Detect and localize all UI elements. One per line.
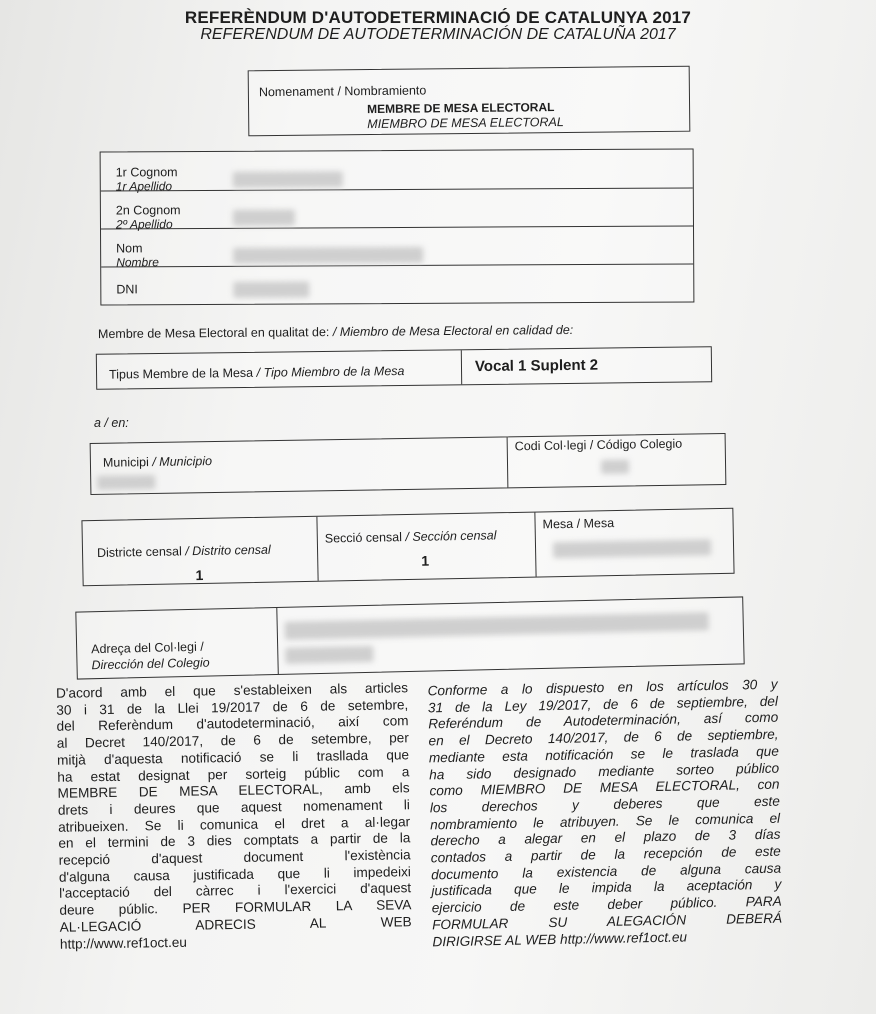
table-redacted [553, 539, 711, 558]
role-intro: Membre de Mesa Electoral en qualitat de: / Miembro de Mesa Electoral en calidad de: [97, 322, 574, 342]
body-es-line: Referéndum de Autodeterminación, así como [428, 710, 779, 732]
body-es-line: ejercicio de este deber público. PARA [431, 893, 782, 916]
body-ca-line: mitjà d'aquesta notificació se li trasllada que [56, 747, 410, 768]
surname2-redacted [233, 210, 295, 226]
college-code-redacted [601, 460, 629, 474]
body-ca-line: l'acceptació del càrrec i l'exercici d'aquest [59, 880, 412, 902]
body-es-line: ha sido designado mediante sorteo público [429, 760, 780, 782]
dni-redacted [233, 281, 309, 297]
title-catalan: REFERÈNDUM D'AUTODETERMINACIÓ DE CATALUNYA 2017 [184, 8, 692, 27]
body-ca-line: drets i deures que aquest nomenament li [57, 797, 410, 818]
body-ca-line: 30 i 31 de la Llei 19/2017 de 6 de setembre, [56, 696, 409, 718]
appointment-label: Nomenament / Nombramiento [258, 83, 427, 100]
address-label-es: Dirección del Colegio [91, 655, 210, 673]
body-catalan [56, 680, 412, 953]
address-redacted-2 [285, 646, 373, 664]
body-ca-line: deure públic. PER FORMULAR LA SEVA [59, 897, 412, 918]
appointment-value-catalan: MEMBRE DE MESA ELECTORAL [367, 100, 555, 117]
body-es-line: Conforme a lo dispuesto en los artículos 30 y [427, 676, 778, 699]
personal-data-table [100, 148, 695, 305]
table-label: Mesa / Mesa [542, 516, 615, 532]
body-es-line: mediante esta notificación se le traslada que [428, 743, 779, 766]
body-es-line: justificada que le impida la aceptación y [431, 877, 782, 899]
body-es-line: documento la existencia de alguna causa [430, 860, 782, 883]
body-ca-line: AL·LEGACIÓ ADRECIS AL WEB [59, 914, 412, 935]
appointment-box [248, 66, 691, 137]
body-es-line: FORMULAR SU ALEGACIÓN DEBERÁ [431, 910, 783, 933]
body-ca-line: atribueixen. Se li comunica el dret a al·legar [58, 813, 411, 835]
body-es-line: en el Decreto 140/2017, de 6 de septiembre, [428, 726, 779, 749]
title-spanish: REFERENDUM DE AUTODETERMINACIÓN DE CATALUÑA 2017 [200, 26, 676, 43]
municipality-label: Municipi / Municipio [102, 454, 213, 470]
municipality-box [90, 433, 727, 495]
body-es-line: como MIEMBRO DE MESA ELECTORAL, con [429, 776, 780, 799]
body-ca-line: MEMBRE DE MESA ELECTORAL, amb els [57, 780, 410, 801]
dni-label: DNI [116, 282, 138, 297]
body-ca-line: ha estat designat per sorteig públic com a [57, 763, 410, 785]
body-ca-line: al Decret 140/2017, de 6 de setembre, per [56, 730, 409, 751]
body-ca-line: del Referèndum d'autodeterminació, així com [56, 713, 409, 735]
address-redacted-1 [285, 612, 709, 640]
name-label: Nom [116, 241, 143, 256]
surname2-label: 2n Cognom [115, 203, 181, 218]
body-es-line: derecho a alegar en el plazo de 3 días [430, 826, 781, 849]
surname1-redacted [233, 171, 343, 188]
body-es-line: DIRIGIRSE AL WEB http://www.ref1oct.eu [432, 928, 688, 949]
surname2-label-es: 2º Apellido [115, 217, 173, 232]
name-label-es: Nombre [116, 255, 159, 270]
body-ca-line: D'acord amb el que s'estableixen als articles [55, 680, 409, 701]
section-value: 1 [421, 552, 430, 569]
district-value: 1 [195, 566, 204, 584]
address-box [75, 596, 744, 679]
body-es-line: 31 de la Ley 19/2017, de 6 de septiembre, del [427, 693, 779, 716]
body-es-line: nombramiento le atribuyen. Se le comunica el [430, 810, 781, 832]
role-label: Tipus Membre de la Mesa / Tipo Miembro de la Mesa [108, 363, 405, 382]
location-intro: a / en: [94, 416, 129, 430]
census-box [81, 508, 734, 587]
body-ca-line: http://www.ref1oct.eu [59, 934, 188, 952]
district-label: Districte censal / Distrito censal [96, 542, 271, 560]
municipality-redacted [97, 475, 155, 490]
role-box [96, 346, 712, 390]
body-spanish [427, 677, 782, 951]
body-ca-line: recepció d'aquest document l'existència [58, 847, 411, 868]
role-value: Vocal 1 Suplent 2 [474, 356, 599, 376]
body-es-line: contados a partir de la recepción de este [430, 843, 781, 866]
college-code-label: Codi Col·legi / Código Colegio [514, 436, 683, 454]
body-ca-line: d'alguna causa justificada que li impedeixi [58, 863, 412, 885]
body-ca-line: en el termini de 3 dies comptats a partir de la [58, 830, 411, 852]
address-label: Adreça del Col·legi / [91, 639, 204, 657]
appointment-value-spanish: MIEMBRO DE MESA ELECTORAL [367, 115, 564, 132]
body-es-line: los derechos y deberes que este [429, 793, 780, 816]
surname1-label: 1r Cognom [115, 165, 178, 180]
section-label: Secció censal / Sección censal [324, 528, 497, 546]
name-redacted [233, 247, 423, 264]
surname1-label-es: 1r Apellido [115, 179, 173, 194]
